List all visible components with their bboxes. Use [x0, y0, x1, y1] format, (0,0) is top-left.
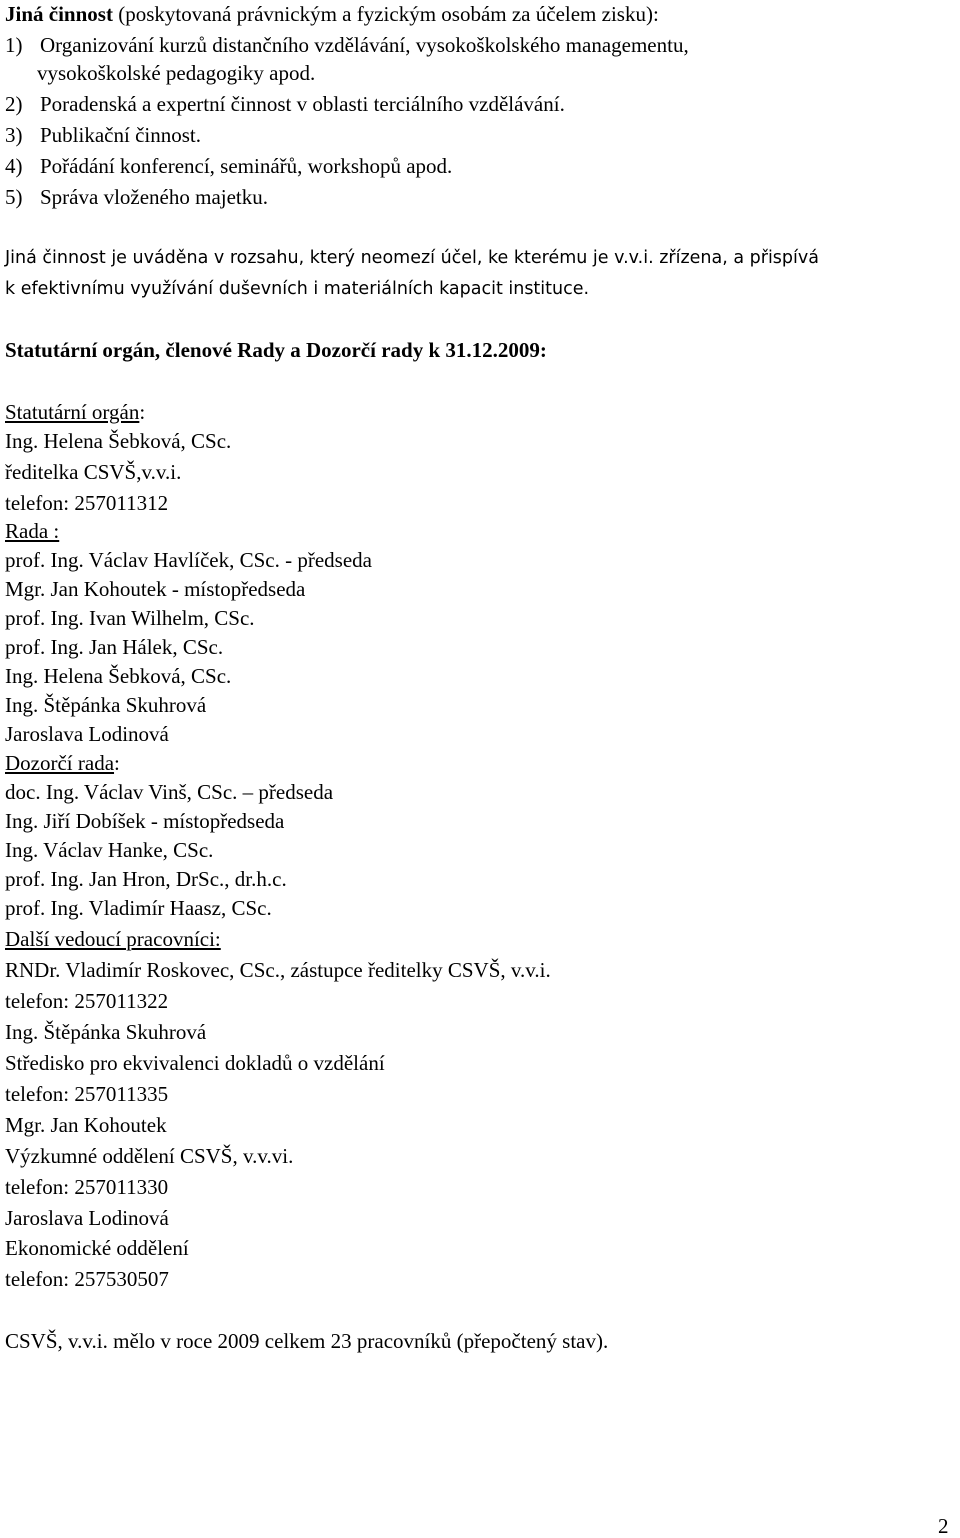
list-item-number: 5)	[5, 185, 23, 209]
board-label: Rada :	[5, 519, 60, 543]
staff-line: Ekonomické oddělení	[5, 1236, 189, 1260]
list-item-number: 2)	[5, 92, 23, 116]
staff-line: telefon: 257530507	[5, 1267, 169, 1291]
staff-line: RNDr. Vladimír Roskovec, CSc., zástupce ředitelky CSVŠ, v.v.i.	[5, 958, 551, 982]
page-number: 2	[938, 1514, 949, 1538]
staff-line: telefon: 257011335	[5, 1082, 169, 1106]
list-item-text: Poradenská a expertní činnost v oblasti terciálního vzdělávání.	[40, 92, 565, 116]
statutory-line: telefon: 257011312	[5, 491, 169, 515]
supervisory-label-suffix: :	[114, 751, 120, 775]
staff-line: Jaroslava Lodinová	[5, 1206, 169, 1230]
list-item-continuation: vysokoškolské pedagogiky apod.	[37, 61, 316, 85]
summary-text: CSVŠ, v.v.i. mělo v roce 2009 celkem 23 pracovníků (přepočtený stav).	[5, 1329, 609, 1353]
statutory-line: ředitelka CSVŠ,v.v.i.	[5, 460, 182, 484]
staff-line: Ing. Štěpánka Skuhrová	[5, 1020, 207, 1044]
section-title: Statutární orgán, členové Rady a Dozorčí rady k 31.12.2009:	[5, 338, 547, 362]
statutory-label	[5, 402, 145, 423]
list-item-number: 1)	[5, 33, 23, 57]
supervisory-label-text: Dozorčí rada	[5, 751, 115, 775]
staff-line: Středisko pro ekvivalenci dokladů o vzdělání	[5, 1051, 385, 1075]
board-member: Ing. Helena Šebková, CSc.	[5, 664, 232, 688]
note-line-1: Jiná činnost je uváděna v rozsahu, který neomezí účel, ke kterému je v.v.i. zřízena, a přispívá	[5, 248, 819, 268]
list-item-number: 4)	[5, 154, 23, 178]
board-member: Mgr. Jan Kohoutek - místopředseda	[5, 577, 306, 601]
board-member: prof. Ing. Ivan Wilhelm, CSc.	[5, 606, 255, 630]
board-member: Jaroslava Lodinová	[5, 722, 169, 746]
supervisory-member: Ing. Václav Hanke, CSc.	[5, 838, 214, 862]
supervisory-member: doc. Ing. Václav Vinš, CSc. – předseda	[5, 780, 334, 804]
list-item-text: Organizování kurzů distančního vzdělávání, vysokoškolského managementu,	[40, 33, 689, 57]
staff-line: telefon: 257011330	[5, 1175, 169, 1199]
staff-label: Další vedoucí pracovníci:	[5, 927, 221, 951]
list-item-number: 3)	[5, 123, 23, 147]
statutory-label-suffix: :	[139, 400, 146, 424]
staff-line: Mgr. Jan Kohoutek	[5, 1113, 167, 1137]
list-item-text: Publikační činnost.	[40, 123, 201, 147]
board-member: prof. Ing. Jan Hálek, CSc.	[5, 635, 224, 659]
supervisory-member: Ing. Jiří Dobíšek - místopředseda	[5, 809, 285, 833]
supervisory-member: prof. Ing. Vladimír Haasz, CSc.	[5, 896, 272, 920]
statutory-line: Ing. Helena Šebková, CSc.	[5, 429, 232, 453]
intro-heading-rest: (poskytovaná právnickým a fyzickým osobám za účelem zisku):	[112, 2, 659, 26]
list-item-text: Pořádání konferencí, seminářů, workshopů apod.	[40, 154, 453, 178]
supervisory-member: prof. Ing. Jan Hron, DrSc., dr.h.c.	[5, 867, 287, 891]
list-item-text: Správa vloženého majetku.	[40, 185, 269, 209]
note-line-2: k efektivnímu využívání duševních i materiálních kapacit instituce.	[5, 279, 590, 299]
statutory-label-text: Statutární orgán	[5, 400, 140, 424]
board-member: Ing. Štěpánka Skuhrová	[5, 693, 207, 717]
supervisory-label	[5, 753, 120, 774]
intro-heading-bold: Jiná činnost	[5, 2, 113, 26]
staff-line: telefon: 257011322	[5, 989, 169, 1013]
staff-line: Výzkumné oddělení CSVŠ, v.v.vi.	[5, 1144, 294, 1168]
board-member: prof. Ing. Václav Havlíček, CSc. - předseda	[5, 548, 372, 572]
intro-heading	[5, 4, 659, 25]
